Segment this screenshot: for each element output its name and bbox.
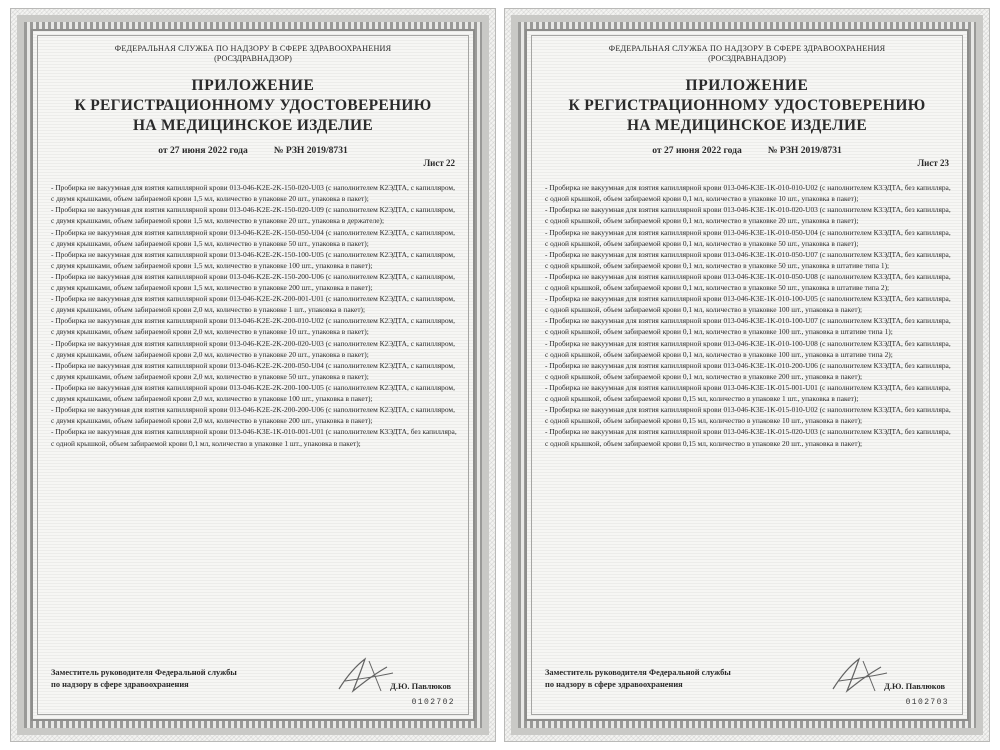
issue-date: от 27 июня 2022 года [652,145,742,157]
signatory-position-line-2: по надзору в сфере здравоохранения [51,679,189,689]
document-title-line-1: ПРИЛОЖЕНИЕ [191,77,315,95]
sheet-number: Лист 22 [423,158,455,169]
product-list [45,182,461,449]
product-list [539,182,955,449]
signature-block [51,667,455,691]
document-meta-row [539,145,955,156]
list-item: - Пробирка не вакуумная для взятия капиллярной крови 013-046-K2E-2K-150-200-U06 (с наполнителем К2ЭДТА, с капилляром, с двумя крышками, объем забираемой крови 1,5 мл, количество в упаковке 200 шт., упаковка в пакет); [51,271,455,293]
issuing-authority-line-2: (РОСЗДРАВНАДЗОР) [214,54,292,64]
list-item: - Пробирка не вакуумная для взятия капиллярной крови 013-046-K2E-2K-200-050-U04 (с наполнителем К2ЭДТА, с капилляром, с двумя крышками, объем забираемой крови 2,0 мл, количество в упаковке 50 шт., упаковка в пакет); [51,360,455,381]
signatory-position-line-1: Заместитель руководителя Федеральной службы [51,667,237,677]
signatory-position-line-2: по надзору в сфере здравоохранения [545,679,683,689]
issuing-authority-line-1: ФЕДЕРАЛЬНАЯ СЛУЖБА ПО НАДЗОРУ В СФЕРЕ ЗДРАВООХРАНЕНИЯ [608,44,886,53]
list-item: - Пробирка не вакуумная для взятия капиллярной крови 013-046-K3E-1K-010-100-U05 (с наполнителем К3ЭДТА, без капилляра, с одной крышкой, объем забираемой крови 0,1 мл, количество в упаковке 100 шт., упаковка в пакет); [545,294,951,315]
signatory-position [51,667,301,691]
signature-block [545,667,949,691]
list-item: - Пробирка не вакуумная для взятия капиллярной крови 013-046-K3E-1K-010-200-U06 (с наполнителем К3ЭДТА, без капилляра, с одной крышкой, объем забираемой крови 0,1 мл, количество в упаковке 200 шт., упаковка в пакет); [545,360,951,381]
list-item: - Пробирка не вакуумная для взятия капиллярной крови 013-046-K2E-2K-200-100-U05 (с наполнителем К2ЭДТА, с капилляром, с двумя крышками, объем забираемой крови 2,0 мл, количество в упаковке 100 шт., упаковка в пакет); [51,383,455,404]
issue-date: от 27 июня 2022 года [158,145,248,157]
list-item: - Пробирка не вакуумная для взятия капиллярной крови 013-046-K3E-1K-010-010-U02 (с наполнителем К3ЭДТА, без капилляра, с одной крышкой, объем забираемой крови 0,1 мл, количество в упаковке 10 шт., упаковка в пакет); [545,183,951,204]
list-item: - Пробирка не вакуумная для взятия капиллярной крови 013-046-K3E-1K-010-050-U04 (с наполнителем К3ЭДТА, без капилляра, с одной крышкой, объем забираемой крови 0,1 мл, количество в упаковке 50 шт., упаковка в пакет); [545,227,951,248]
list-item: - Пробирка не вакуумная для взятия капиллярной крови 013-046-K3E-1K-010-100-U08 (с наполнителем К3ЭДТА, без капилляра, с одной крышкой, объем забираемой крови 0,1 мл, количество в упаковке 100 шт., упаковка в штативе типа 2); [545,338,951,359]
document-content [539,43,955,709]
document-title-line-3: НА МЕДИЦИНСКОЕ ИЗДЕЛИЕ [133,117,373,135]
list-item: - Пробирка не вакуумная для взятия капиллярной крови 013-046-K2E-2K-150-020-U09 (с наполнителем К2ЭДТА, с капилляром, с двумя крышками, объем забираемой крови 1,5 мл, количество в упаковке 20 шт., упаковка в держателе); [51,205,455,226]
list-item: - Пробирка не вакуумная для взятия капиллярной крови 013-046-K2E-2K-150-050-U04 (с наполнителем К2ЭДТА, с капилляром, с двумя крышками, объем забираемой крови 1,5 мл, количество в упаковке 50 шт., упаковка в пакет); [51,227,455,248]
signatory-position-line-1: Заместитель руководителя Федеральной службы [545,667,731,677]
signatory-name: Д.Ю. Павлюков [884,682,945,691]
list-item: - Пробирка не вакуумная для взятия капиллярной крови 013-046-K2E-2K-200-010-U02 (с наполнителем К2ЭДТА, с капилляром, с двумя крышками, объем забираемой крови 2,0 мл, количество в упаковке 10 шт., упаковка в пакет); [51,316,455,337]
document-title-line-2: К РЕГИСТРАЦИОННОМУ УДОСТОВЕРЕНИЮ [568,97,926,115]
list-item: - Пробирка не вакуумная для взятия капиллярной крови 013-046-K3E-1K-010-050-U07 (с наполнителем К3ЭДТА, без капилляра, с одной крышкой, объем забираемой крови 0,1 мл, количество в упаковке 50 шт., упаковка в штативе типа 1); [545,249,951,270]
list-item: - Пробирка не вакуумная для взятия капиллярной крови 013-046-K3E-1K-015-010-U02 (с наполнителем К3ЭДТА, без капилляра, с одной крышкой, объем забираемой крови 0,15 мл, количество в упаковке 10 шт., упаковка в пакет); [545,405,951,426]
document-title-line-1: ПРИЛОЖЕНИЕ [685,77,809,95]
serial-number: 0102703 [905,698,949,707]
issuing-authority-line-1: ФЕДЕРАЛЬНАЯ СЛУЖБА ПО НАДЗОРУ В СФЕРЕ ЗДРАВООХРАНЕНИЯ [114,44,392,53]
registration-number: № РЗН 2019/8731 [273,145,348,157]
list-item: - Пробирка не вакуумная для взятия капиллярной крови 013-046-K3E-1K-010-100-U07 (с наполнителем К3ЭДТА, без капилляра, с одной крышкой, объем забираемой крови 0,1 мл, количество в упаковке 100 шт., упаковка в штативе типа 1); [545,316,951,337]
registration-number: № РЗН 2019/8731 [767,145,842,157]
list-item: - Пробирка не вакуумная для взятия капиллярной крови 013-046-K2E-2K-150-020-U03 (с наполнителем К2ЭДТА, с капилляром, с двумя крышками, объем забираемой крови 1,5 мл, количество в упаковке 20 шт., упаковка в пакет); [51,183,455,204]
signatory-name: Д.Ю. Павлюков [390,682,451,691]
sheet-number: Лист 23 [917,158,949,169]
list-item: - Пробирка не вакуумная для взятия капиллярной крови 013-046-K2E-2K-200-200-U06 (с наполнителем К2ЭДТА, с капилляром, с двумя крышками, объем забираемой крови 2,0 мл, количество в упаковке 200 шт., упаковка в пакет); [51,405,455,426]
document-meta-row [45,145,461,156]
certificate-page-22 [10,8,496,742]
list-item: - Пробирка не вакуумная для взятия капиллярной крови 013-046-K2E-2K-200-020-U03 (с наполнителем К2ЭДТА, с капилляром, с двумя крышками, объем забираемой крови 2,0 мл, количество в упаковке 20 шт., упаковка в пакет); [51,338,455,359]
issuing-authority-line-2: (РОСЗДРАВНАДЗОР) [708,54,786,64]
list-item: - Пробирка не вакуумная для взятия капиллярной крови 013-046-K3E-1K-015-020-U03 (с наполнителем К3ЭДТА, без капилляра, с одной крышкой, объем забираемой крови 0,15 мл, количество в упаковке 20 шт., упаковка в пакет); [545,427,951,448]
document-title-line-3: НА МЕДИЦИНСКОЕ ИЗДЕЛИЕ [627,117,867,135]
document-content [45,43,461,709]
serial-number: 0102702 [411,698,455,707]
document-title-line-2: К РЕГИСТРАЦИОННОМУ УДОСТОВЕРЕНИЮ [74,97,432,115]
list-item: - Пробирка не вакуумная для взятия капиллярной крови 013-046-K3E-1K-010-020-U03 (с наполнителем К3ЭДТА, без капилляра, с одной крышкой, объем забираемой крови 0,1 мл, количество в упаковке 20 шт., упаковка в пакет); [545,205,951,226]
list-item: - Пробирка не вакуумная для взятия капиллярной крови 013-046-K3E-1K-010-001-U01 (с наполнителем К3ЭДТА, без капилляра, с одной крышкой, объем забираемой крови 0,1 мл, количество в упаковке 1 шт., упаковка в пакет); [51,427,457,448]
signatory-position [545,667,795,691]
certificate-page-23 [504,8,990,742]
list-item: - Пробирка не вакуумная для взятия капиллярной крови 013-046-K2E-2K-200-001-U01 (с наполнителем К2ЭДТА, с капилляром, с двумя крышками, объем забираемой крови 2,0 мл, количество в упаковке 1 шт., упаковка в пакет); [51,294,455,315]
list-item: - Пробирка не вакуумная для взятия капиллярной крови 013-046-K3E-1K-015-001-U01 (с наполнителем К3ЭДТА, без капилляра, с одной крышкой, объем забираемой крови 0,15 мл, количество в упаковке 1 шт., упаковка в пакет); [545,383,951,404]
list-item: - Пробирка не вакуумная для взятия капиллярной крови 013-046-K2E-2K-150-100-U05 (с наполнителем К2ЭДТА, с капилляром, с двумя крышками, объем забираемой крови 1,5 мл, количество в упаковке 100 шт., упаковка в пакет); [51,249,455,270]
list-item: - Пробирка не вакуумная для взятия капиллярной крови 013-046-K3E-1K-010-050-U08 (с наполнителем К3ЭДТА, без капилляра, с одной крышкой, объем забираемой крови 0,1 мл, количество в упаковке 50 шт., упаковка в штативе типа 2); [545,271,951,293]
